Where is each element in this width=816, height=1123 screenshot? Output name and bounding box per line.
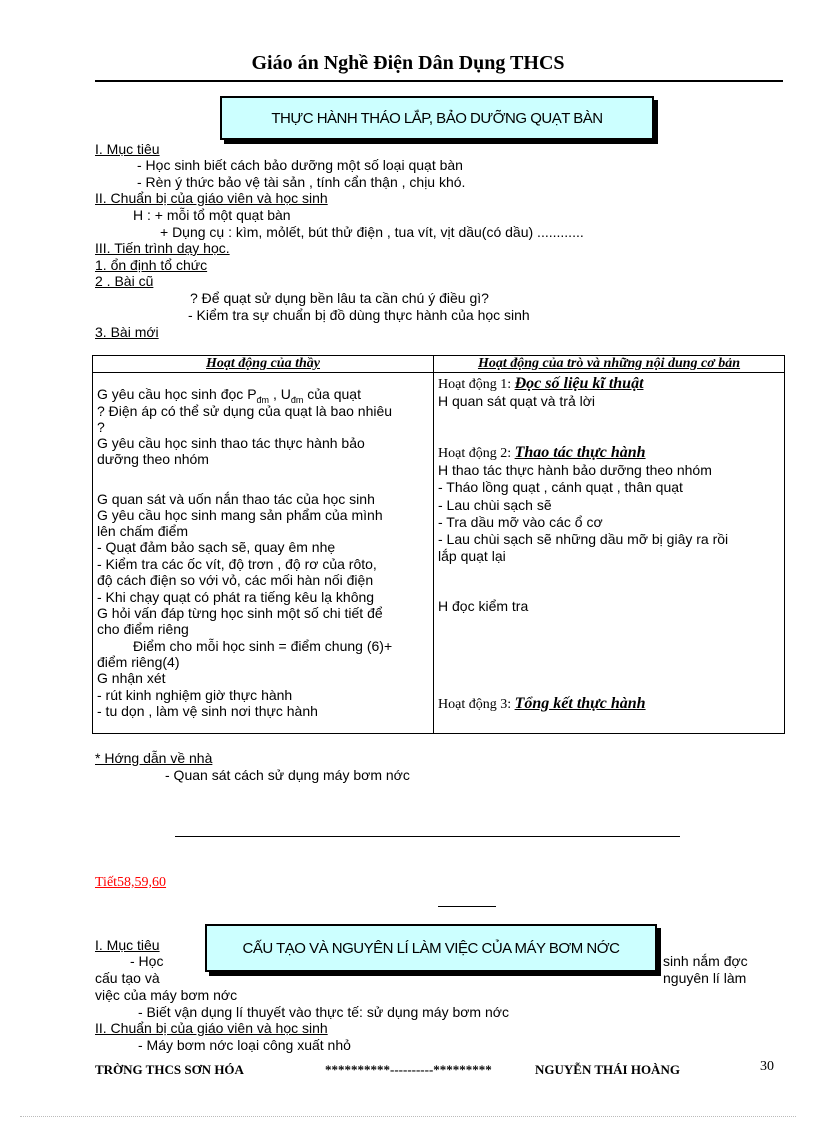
short-rule: [438, 906, 496, 907]
old-lesson-check: - Kiểm tra sự chuẩn bị đồ dùng thực hành của học sinh: [188, 307, 530, 323]
student-line-5: - Tra dầu mỡ vào các ổ cơ: [438, 514, 603, 530]
preparation-heading: II. Chuẩn bị của giáo viên và học sinh: [95, 190, 328, 206]
student-line-8: H đọc kiểm tra: [438, 598, 529, 614]
teacher-line-10: - Kiểm tra các ốc vít, độ trơn , độ rơ của rôto,: [97, 556, 377, 572]
lesson-2-objective-b: sinh nắm đợc: [663, 953, 748, 969]
footer-stars: **********----------*********: [325, 1062, 492, 1074]
teacher-line-4: G yêu cầu học sinh thao tác thực hành bảo: [97, 435, 365, 451]
homework-line-1: - Quan sát cách sử dụng máy bơm nớc: [165, 767, 410, 783]
page-title: Giáo án Nghề Điện Dân Dụng THCS: [251, 52, 565, 74]
lesson-2-objective-a: - Học: [130, 953, 164, 969]
teacher-line-11: độ cách điện so với vỏ, các mối hàn nối điện: [97, 572, 374, 588]
lesson-2-objective-f: - Biết vận dụng lí thuyết vào thực tế: sử dụng máy bơm nớc: [138, 1004, 509, 1020]
lesson-2-objective-c: cấu tạo và: [95, 970, 160, 986]
objectives-heading: I. Mục tiêu: [95, 141, 160, 157]
teacher-line-16: điểm riêng(4): [97, 654, 180, 670]
teacher-line-9: - Quạt đảm bảo sạch sẽ, quay êm nhẹ: [97, 539, 336, 555]
teacher-line-2: ? Điện áp có thể sử dụng của quạt là bao nhiêu: [97, 403, 393, 419]
old-lesson-question: ? Để quạt sử dụng bền lâu ta cần chú ý điều gì?: [190, 290, 489, 306]
activity-3-heading: Hoạt động 3: Tổng kết thực hành: [438, 695, 646, 712]
teacher-activities-cell: [93, 373, 434, 734]
page-footer: [0, 1060, 816, 1074]
student-column-header: Hoạt động của trò và những nội dung cơ bản: [434, 356, 785, 373]
preparation-line-1: H : + mỗi tổ một quạt bàn: [133, 207, 291, 223]
activity-2-heading: Hoạt động 2: Thao tác thực hành: [438, 444, 646, 461]
activity-1-heading: Hoạt động 1: Đọc số liệu kĩ thuật: [438, 375, 644, 392]
teacher-line-7: G yêu cầu học sinh mang sản phẩm của mình: [97, 507, 383, 523]
student-line-4: - Lau chùi sạch sẽ: [438, 497, 552, 513]
activity-table: [92, 355, 785, 734]
student-line-1: H quan sát quạt và trả lời: [438, 393, 596, 409]
footer-teacher: NGUYỄN THÁI HOÀNG: [535, 1062, 680, 1074]
teacher-line-6: G quan sát và uốn nắn thao tác của học sinh: [97, 491, 375, 507]
objective-line-1: - Học sinh biết cách bảo dưỡng một số loại quạt bàn: [137, 157, 463, 173]
teacher-line-5: dưỡng theo nhóm: [97, 451, 209, 467]
teacher-line-14: cho điểm riêng: [97, 621, 189, 637]
new-lesson-heading: 3. Bài mới: [95, 324, 159, 340]
lesson-period-label: Tiết58,59,60: [95, 875, 167, 890]
teacher-column-header: Hoạt động của thầy: [93, 356, 434, 373]
section-separator: [175, 836, 680, 837]
page-bottom-dotted-line: [20, 1116, 796, 1117]
header-rule: [95, 80, 783, 82]
procedure-heading: III. Tiến trình dạy học.: [95, 240, 230, 256]
teacher-line-3: ?: [97, 419, 105, 435]
student-line-2: H thao tác thực hành bảo dưỡng theo nhóm: [438, 462, 712, 478]
teacher-line-13: G hỏi vấn đáp từng học sinh một số chi tiết để: [97, 605, 383, 621]
lesson-2-preparation-line-1: - Máy bơm nớc loại công xuất nhỏ: [138, 1037, 351, 1053]
student-line-7: lắp quạt lại: [438, 548, 506, 564]
lesson-banner-title: THỰC HÀNH THÁO LẮP, BẢO DƯỠNG QUẠT BÀN: [271, 109, 603, 127]
organization-heading: 1. ổn định tổ chức: [95, 257, 208, 273]
teacher-line-19: - tu dọn , làm vệ sinh nơi thực hành: [97, 703, 318, 719]
objective-line-2: - Rèn ý thức bảo vệ tài sản , tính cẩn thận , chịu khó.: [137, 174, 466, 190]
lesson-banner: [220, 96, 654, 140]
footer-school: TRỜNG THCS SƠN HÓA: [95, 1062, 244, 1074]
lesson-2-banner-title: CẤU TẠO VÀ NGUYÊN LÍ LÀM VIỆC CỦA MÁY BƠM NỚC: [242, 939, 620, 957]
student-line-6: - Lau chùi sạch sẽ những dầu mỡ bị giây ra rồi: [438, 531, 729, 547]
preparation-line-2: + Dụng cụ : kìm, mỏlết, bút thử điện , tua vít, vịt dầu(có dầu) ............: [160, 224, 584, 240]
old-lesson-heading: 2 . Bài cũ: [95, 273, 154, 289]
lesson-2-preparation-heading: II. Chuẩn bị của giáo viên và học sinh: [95, 1020, 328, 1036]
homework-heading: * Hớng dẫn về nhà: [95, 750, 213, 766]
lesson-2-objective-e: việc của máy bơm nớc: [95, 987, 238, 1003]
teacher-line-1: G yêu cầu học sinh đọc $P_{đm}$ , $U_{đm}$ của quạt: [97, 386, 361, 405]
lesson-2-banner: [205, 924, 657, 972]
teacher-line-15: Điểm cho mỗi học sinh = điểm chung (6)+: [133, 638, 393, 654]
teacher-line-17: G nhận xét: [97, 670, 166, 686]
teacher-line-8: lên chấm điểm: [97, 523, 189, 539]
student-line-3: - Tháo lồng quạt , cánh quạt , thân quạt: [438, 479, 683, 495]
student-activities-cell: [434, 373, 785, 734]
teacher-line-12: - Khi chạy quạt có phát ra tiếng kêu lạ không: [97, 589, 375, 605]
lesson-2-objectives-heading: I. Mục tiêu: [95, 937, 160, 953]
lesson-2-objective-d: nguyên lí làm: [663, 970, 747, 986]
page-number: 30: [760, 1059, 774, 1074]
teacher-line-18: - rút kinh nghiệm giờ thực hành: [97, 687, 293, 703]
